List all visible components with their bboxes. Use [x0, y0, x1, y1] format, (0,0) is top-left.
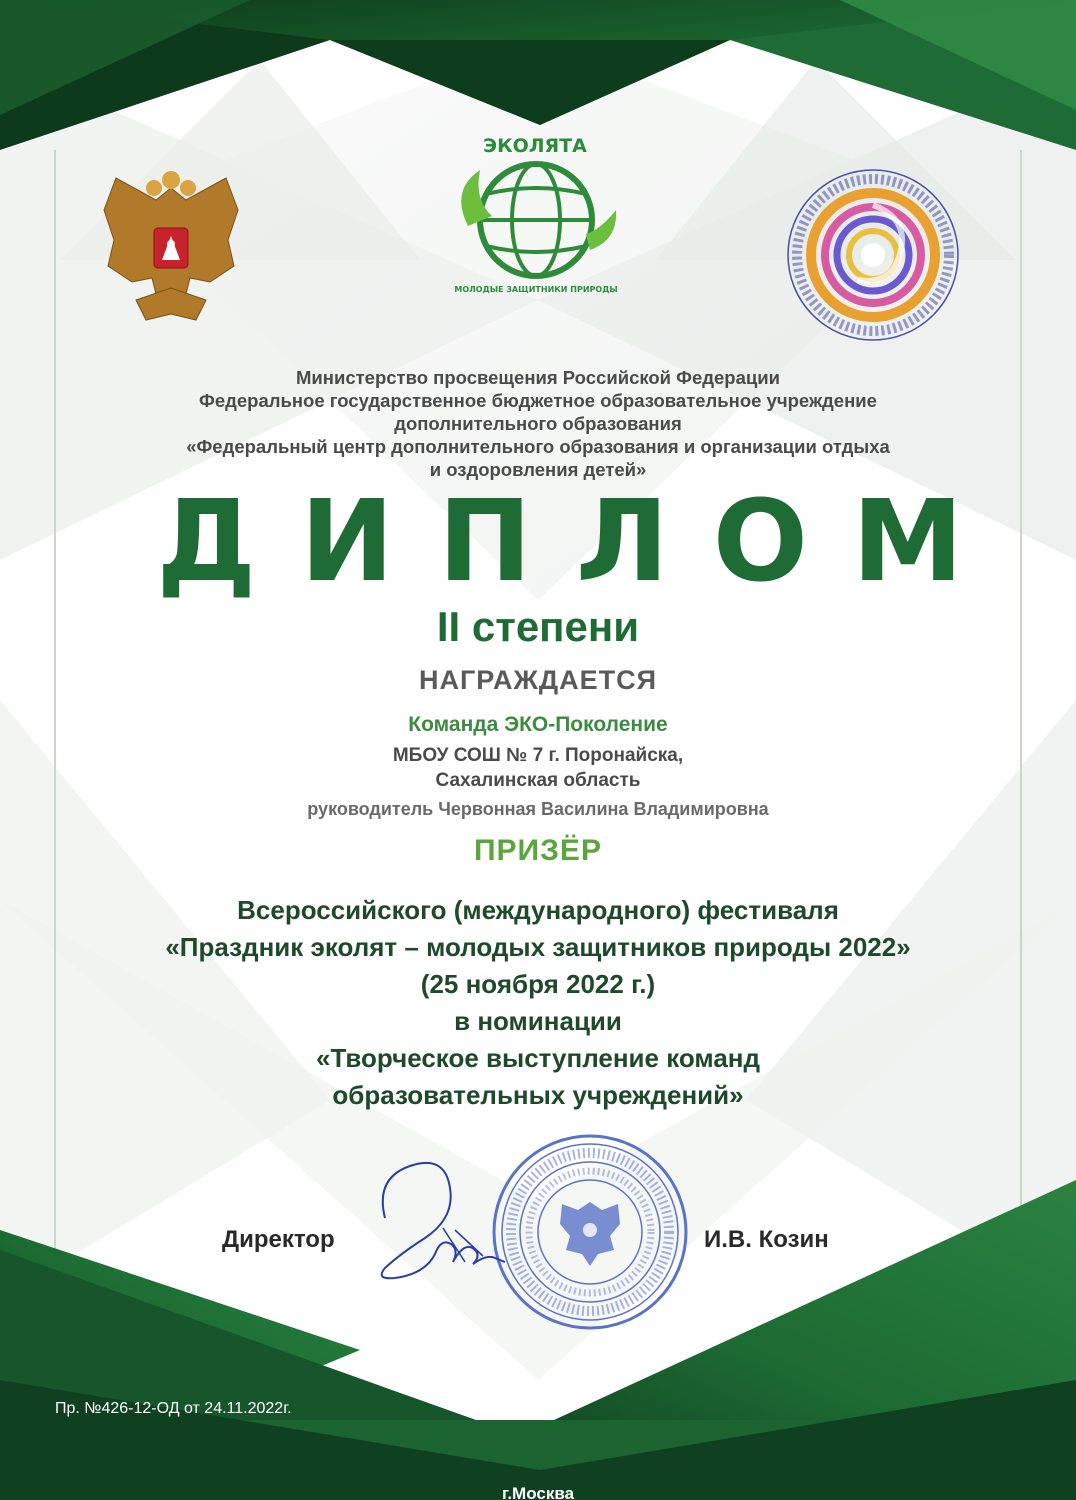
awarded-label: НАГРАЖДАЕТСЯ [419, 665, 657, 695]
director-role-label: Директор [222, 1226, 335, 1253]
festival-line-nomination-label: в номинации [454, 1006, 622, 1036]
director-name: И.В. Козин [704, 1226, 829, 1253]
svg-text:ЭКОЛЯТА: ЭКОЛЯТА [483, 135, 587, 157]
festival-line-name: «Праздник эколят – молодых защитников природы 2022» [165, 932, 911, 962]
header-line-center-name: «Федеральный центр дополнительного образования и организации отдыха [186, 436, 890, 457]
header-line-education: дополнительного образования [394, 413, 682, 434]
festival-description [0, 892, 1076, 1114]
recipient-school: МБОУ СОШ № 7 г. Поронайска, [392, 745, 684, 766]
svg-text:МОЛОДЫЕ ЗАЩИТНИКИ ПРИРОДЫ: МОЛОДЫЕ ЗАЩИТНИКИ ПРИРОДЫ [454, 285, 618, 294]
coat-of-arms-emblem [96, 170, 246, 330]
federal-center-logo [778, 160, 968, 350]
ekolyata-logo [440, 130, 630, 300]
diploma-title: ДИПЛОМ [156, 477, 1008, 607]
header-line-ministry: Министерство просвещения Российской Федерации [296, 367, 780, 388]
festival-line-nomination-name: «Творческое выступление команд [316, 1043, 760, 1073]
issuer-header [0, 366, 1076, 481]
festival-line-date: (25 ноября 2022 г.) [420, 969, 656, 999]
header-line-center-name-end: и оздоровления детей» [429, 459, 647, 480]
header-line-institution-type: Федеральное государственное бюджетное образовательное учреждение [199, 390, 877, 411]
recipient-team: Команда ЭКО-Поколение [408, 713, 668, 736]
issue-city: г.Москва [501, 1484, 575, 1500]
prize-label: ПРИЗЁР [473, 834, 602, 867]
recipient-leader: руководитель Червонная Василина Владимировна [307, 799, 769, 819]
festival-line-nomination-name-end: образовательных учреждений» [332, 1080, 744, 1110]
festival-line-type: Всероссийского (международного) фестиваля [237, 895, 839, 925]
recipient-region: Сахалинская область [435, 770, 641, 791]
degree-label: II степени [436, 603, 640, 650]
order-reference: Пр. №426-12-ОД от 24.11.2022г. [55, 1400, 292, 1417]
director-signature [355, 1158, 535, 1293]
